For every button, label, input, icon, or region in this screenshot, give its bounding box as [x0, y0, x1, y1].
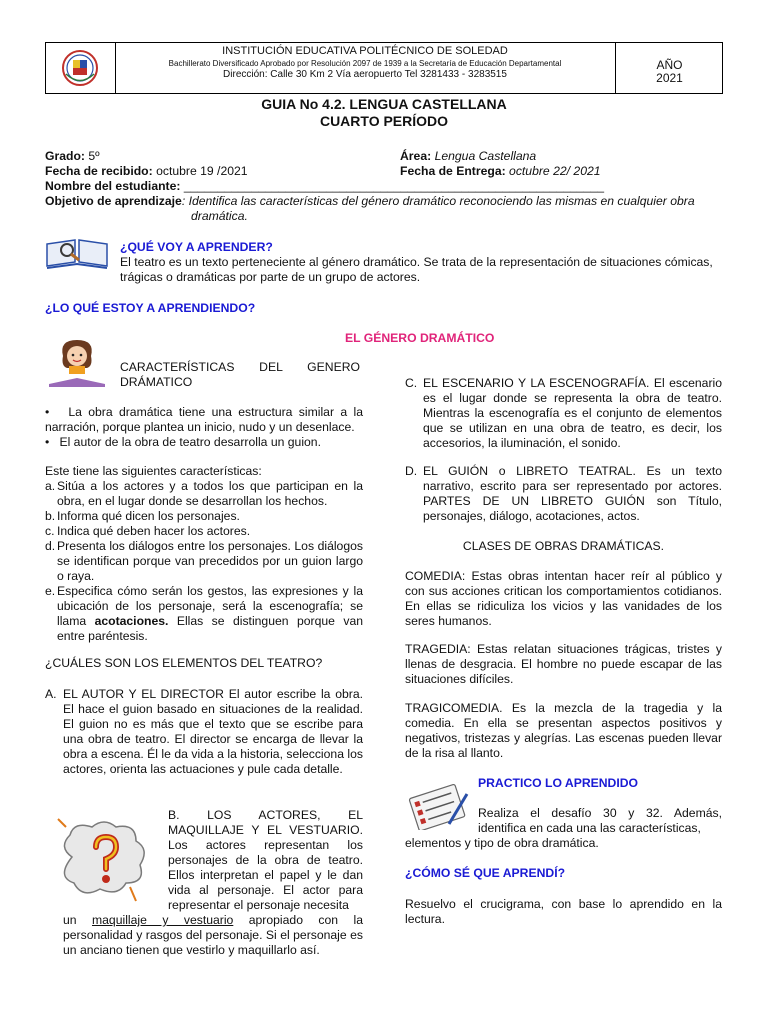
school-seal-icon	[46, 43, 115, 93]
bullet-item: • La obra dramática tiene una estructura similar a la narración, porque plantea un inicio, nudo y un desenlace.	[45, 405, 363, 434]
list-item: a. Sitúa a los actores y a todos los que participan en la obra, en el lugar donde se desarrollan los hechos.	[45, 479, 363, 508]
grado-value: 5º	[88, 149, 100, 163]
list-item: c. Indica qué deben hacer los actores.	[45, 524, 251, 538]
checklist-icon	[405, 784, 473, 830]
period-title: CUARTO PERÍODO	[319, 113, 449, 129]
year-value: 2021	[656, 71, 683, 85]
como-heading: ¿CÓMO SÉ QUE APRENDÍ?	[405, 866, 566, 880]
elemento-d: D. EL GUIÓN o LIBRETO TEATRAL. Es un texto narrativo, escrito para ser representado por actores. PARTES DE UN LIBRETO GUIÓN son Título, personajes, diálogo, acotaciones, actos.	[405, 464, 722, 523]
list-item: d. Presenta los diálogos entre los personajes. Los diálogos se identifican porque van precedidos por un guion largo o raya.	[45, 539, 363, 583]
entrega-label: Fecha de Entrega:	[400, 164, 506, 178]
address-text: Dirección: Calle 30 Km 2 Vía aeropuerto Tel 3281433 - 3283515	[223, 69, 507, 80]
question-cloud-icon	[52, 817, 152, 903]
objetivo-row	[45, 194, 735, 209]
year-cell	[615, 43, 723, 93]
que-voy-line2: trágicas o dramáticas por parte de un grupo de actores.	[120, 270, 421, 284]
objetivo-text-cont: dramática.	[191, 209, 248, 223]
como-text: Resuelvo el crucigrama, con base lo aprendido en la lectura.	[405, 897, 722, 926]
maquillaje-vestuario-underlined: maquillaje y vestuario	[92, 913, 234, 927]
area-label: Área:	[400, 149, 432, 163]
genero-heading: EL GÉNERO DRAMÁTICO	[345, 331, 495, 345]
tragedia-text: TRAGEDIA: Estas relatan situaciones trágicas, tristes y llenas de desgracia. El hombre no puede escapar de las situaciones difíciles.	[405, 642, 722, 686]
institution-name: INSTITUCIÓN EDUCATIVA POLITÉCNICO DE SOLEDAD	[222, 45, 508, 57]
grado-label: Grado:	[45, 149, 85, 163]
caracteristicas-title-line	[120, 360, 360, 390]
aprendiendo-heading: ¿LO QUÉ ESTOY A APRENDIENDO?	[45, 301, 256, 315]
elemento-c: C. EL ESCENARIO Y LA ESCENOGRAFÍA. El escenario es el lugar donde se representa la obra de teatro. Mientras la escenografía es el conjunto de elementos que se utilizan en una obra de teatro, es decir, los accesorios, la iluminación, el sonido.	[405, 376, 722, 450]
clases-title: CLASES DE OBRAS DRAMÁTICAS.	[462, 539, 665, 553]
caracteristicas-title: CARACTERÍSTICAS DEL GENERO DRÁMATICO	[120, 360, 360, 389]
practico-text: Realiza el desafío 30 y 32. Además, identifica en cada una las características,	[478, 806, 722, 835]
elemento-b-cont: un maquillaje y vestuario apropiado con la personalidad y rasgos del personaje. Si el personaje es un anciano tienen que vestirlo y maquillarlo así.	[63, 913, 363, 957]
objetivo-text: : Identifica las características del género dramático reconociendo las mismas en cualquier obra	[181, 194, 695, 208]
approval-text: Bachillerato Diversificado Aprobado por Resolución 2097 de 1939 a la Secretaría de Educación Departamental	[168, 58, 562, 68]
nombre-row	[45, 179, 604, 194]
header-institution-block	[116, 46, 614, 81]
bullet-item: • El autor de la obra de teatro desarrolla un guion.	[45, 435, 321, 449]
caracteristicas-intro: Este tiene las siguientes características:	[45, 464, 262, 478]
elemento-b: B. LOS ACTORES, EL MAQUILLAJE Y EL VESTUARIO. Los actores representan los personajes de la obra de teatro. Ellos interpretan el papel y le dan vida al personaje. El actor para representar el personaje necesita	[168, 808, 363, 912]
header-box	[45, 42, 723, 94]
elementos-question: ¿CUÁLES SON LOS ELEMENTOS DEL TEATRO?	[45, 656, 323, 670]
caracteristicas-list	[45, 479, 363, 644]
que-voy-line1: El teatro es un texto perteneciente al género dramático. Se trata de la representación de situaciones cómicas,	[120, 255, 713, 269]
area-row	[400, 149, 536, 164]
entrega-row	[400, 164, 601, 179]
guide-title: GUIA No 4.2. LENGUA CASTELLANA	[261, 96, 507, 112]
area-value: Lengua Castellana	[434, 149, 537, 163]
recibido-label: Fecha de recibido:	[45, 164, 153, 178]
recibido-row	[45, 164, 248, 179]
que-voy-heading: ¿QUÉ VOY A APRENDER?	[120, 240, 273, 254]
recibido-value: octubre 19 /2021	[156, 164, 248, 178]
logo-cell	[46, 43, 116, 93]
open-book-icon	[45, 236, 109, 270]
practico-text-cont: elementos y tipo de obra dramática.	[405, 836, 599, 850]
comedia-text: COMEDIA: Estas obras intentan hacer reír al público y con sus acciones critican los comportamientos cotidianos. En ellas se ridiculiza los vicios y las vanidades de los seres humanos.	[405, 569, 722, 628]
nombre-line: ______________________________________________________________	[183, 179, 605, 193]
grado-row	[45, 149, 100, 164]
practico-heading: PRACTICO LO APRENDIDO	[478, 776, 639, 790]
list-item: b. Informa qué dicen los personajes.	[45, 509, 240, 523]
tragicomedia-text: TRAGICOMEDIA. Es la mezcla de la tragedia y la comedia. En ella se presentan aspectos positivos y negativos, tristezas y alegrías. Las escenas pueden llevar de la risa al llanto.	[405, 701, 722, 760]
girl-reading-icon	[45, 336, 109, 388]
bullets-list	[45, 405, 363, 450]
year-label: AÑO	[656, 58, 683, 72]
nombre-label: Nombre del estudiante:	[45, 179, 181, 193]
list-item: e. Especifica cómo serán los gestos, las expresiones y la ubicación de los personaje, será la escenografía; se llama acotaciones. Ellas se distinguen porque van entre paréntesis.	[45, 584, 363, 643]
entrega-value: octubre 22/ 2021	[509, 164, 601, 178]
objetivo-label: Objetivo de aprendizaje	[45, 194, 182, 208]
elemento-a: A. EL AUTOR Y EL DIRECTOR El autor escribe la obra. El hace el guion basado en situaciones de la realidad. El guion no es más que el texto que se escribe para una obra de teatro. El director se encarga de llevar la obra a escena. Él le da vida a la historia, selecciona los actores, orienta las actuaciones y pule cada detalle.	[45, 687, 363, 776]
